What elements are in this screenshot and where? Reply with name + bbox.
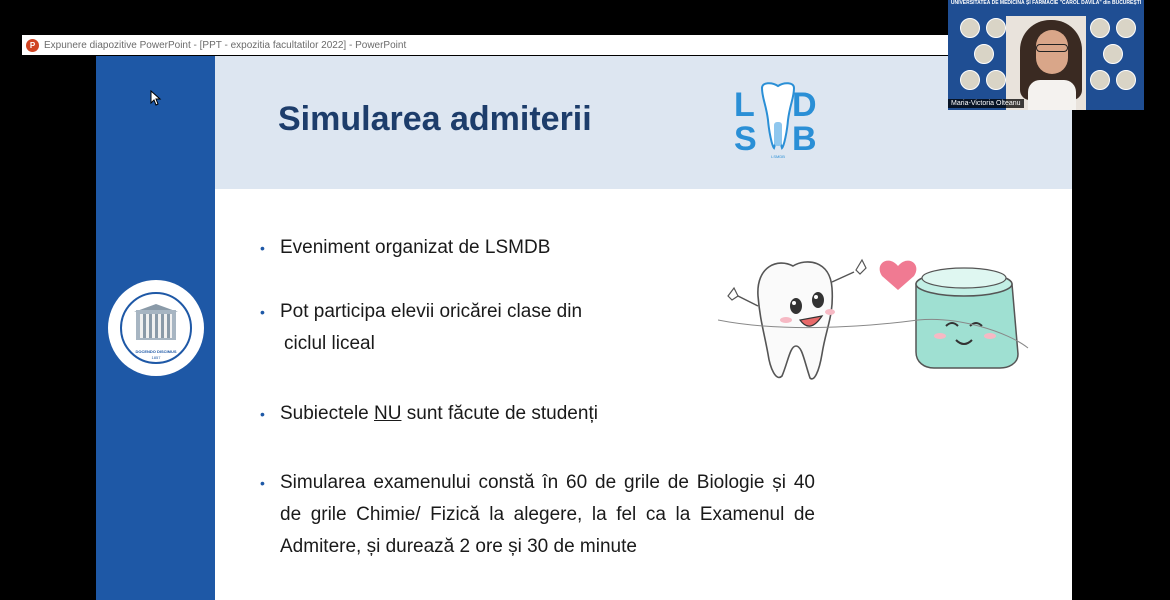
webcam-background-heading: UNIVERSITATEA DE MEDICINĂ ȘI FARMACIE "CAROL DAVILA" din BUCUREȘTI [950, 0, 1142, 6]
seal-motto: DOCENDO DISCIMUS [135, 349, 177, 354]
window-title: Expunere diapozitive PowerPoint - [PPT - expozitia facultatilor 2022] - PowerPoint [44, 39, 407, 51]
medal-icon [974, 44, 994, 64]
university-seal-icon [108, 280, 204, 376]
medal-icon [960, 18, 980, 38]
mouse-cursor-icon [150, 90, 162, 106]
underlined-nu: NU [374, 403, 402, 424]
participant-name: Maria-Victoria Olteanu [948, 99, 1024, 108]
tooth-and-floss-illustration-icon [718, 236, 1033, 386]
glasses-icon [1036, 44, 1068, 52]
medal-icon [1116, 70, 1136, 90]
participant-face [1036, 30, 1068, 74]
bullet-item: • Pot participa elevii oricărei clase din [280, 296, 582, 328]
webcam-video-tile[interactable] [948, 0, 1144, 110]
slide-title: Simularea admiterii [278, 100, 592, 138]
svg-text:B: B [792, 120, 817, 158]
bullet-item: • Subiectele NU sunt făcute de studenți [280, 398, 598, 430]
bullet-dot-icon: • [260, 406, 265, 422]
slide-sidebar [96, 56, 215, 600]
svg-text:L: L [734, 86, 755, 124]
window-titlebar [22, 35, 952, 55]
medal-icon [1090, 70, 1110, 90]
participant-shirt [1028, 80, 1076, 110]
medal-icon [1090, 18, 1110, 38]
medal-icon [986, 18, 1006, 38]
bullet-item: • Eveniment organizat de LSMDB [280, 232, 550, 264]
bullet-dot-icon: • [260, 304, 265, 320]
medal-icon [960, 70, 980, 90]
medal-icon [1103, 44, 1123, 64]
bullet-dot-icon: • [260, 240, 265, 256]
medal-icon [986, 70, 1006, 90]
powerpoint-icon: P [26, 39, 39, 52]
svg-text:D: D [792, 86, 817, 124]
seal-year: 1857 [151, 355, 161, 360]
svg-text:S: S [734, 120, 757, 158]
presentation-slide [96, 56, 1072, 600]
bullet-dot-icon: • [260, 475, 265, 491]
bullet-item: • Simularea examenului constă în 60 de grile de Biologie și 40 de grile Chimie/ Fizică la alegere, la fel ca la Examenul de Admitere, și durează 2 ore și 30 de minute [280, 467, 815, 563]
bullet-continuation: ciclul liceal [284, 333, 375, 354]
logo-text: LSMDB [771, 154, 785, 159]
lsmdb-logo-icon [732, 80, 824, 160]
medal-icon [1116, 18, 1136, 38]
